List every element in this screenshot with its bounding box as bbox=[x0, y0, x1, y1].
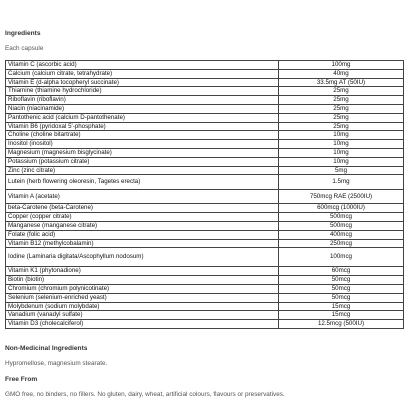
ingredient-amount: 40mg bbox=[279, 69, 404, 78]
ingredient-amount: 25mg bbox=[279, 87, 404, 96]
ingredient-name: beta-Carotene (beta-Carotene) bbox=[6, 204, 279, 213]
ingredient-row bbox=[6, 96, 404, 105]
ingredient-amount: 5mg bbox=[279, 166, 404, 175]
ingredient-amount: 400mcg bbox=[279, 230, 404, 239]
ingredient-row bbox=[6, 148, 404, 157]
ingredient-amount: 250mcg bbox=[279, 239, 404, 248]
ingredient-amount: 60mcg bbox=[279, 267, 404, 276]
ingredients-table bbox=[5, 60, 404, 329]
ingredient-amount: 25mg bbox=[279, 104, 404, 113]
ingredient-amount: 50mcg bbox=[279, 293, 404, 302]
ingredient-name: Vitamin C (ascorbic acid) bbox=[6, 61, 279, 70]
ingredient-name: Chromium (chromium polynicotinate) bbox=[6, 284, 279, 293]
ingredient-amount: 50mcg bbox=[279, 284, 404, 293]
ingredient-row bbox=[6, 204, 404, 213]
ingredient-name: Vitamin E (d-alpha tocopheryl succinate) bbox=[6, 78, 279, 87]
ingredient-name: Vitamin K1 (phytonadione) bbox=[6, 267, 279, 276]
ingredient-row bbox=[6, 267, 404, 276]
ingredient-name: Molybdenum (sodium molybdate) bbox=[6, 302, 279, 311]
ingredient-row bbox=[6, 69, 404, 78]
ingredient-amount: 600mcg (1000IU) bbox=[279, 204, 404, 213]
ingredient-name: Folate (folic acid) bbox=[6, 230, 279, 239]
ingredient-amount: 750mcg RAE (2500IU) bbox=[279, 189, 404, 204]
ingredient-name: Copper (copper citrate) bbox=[6, 213, 279, 222]
ingredient-amount: 500mcg bbox=[279, 213, 404, 222]
ingredient-name: Choline (choline bitartrate) bbox=[6, 131, 279, 140]
ingredient-name: Vanadium (vanadyl sulfate) bbox=[6, 311, 279, 320]
ingredients-subheading: Each capsule bbox=[5, 45, 44, 52]
ingredient-row bbox=[6, 320, 404, 329]
ingredient-name: Vitamin B6 (pyridoxal 5'-phosphate) bbox=[6, 122, 279, 131]
ingredient-name: Manganese (manganese citrate) bbox=[6, 221, 279, 230]
ingredient-amount: 25mg bbox=[279, 96, 404, 105]
ingredient-amount: 25mg bbox=[279, 113, 404, 122]
ingredient-row bbox=[6, 239, 404, 248]
ingredient-name: Lutein (herb flowering oleoresin, Tagetes erecta) bbox=[6, 175, 279, 190]
ingredient-amount: 500mcg bbox=[279, 221, 404, 230]
ingredient-row bbox=[6, 87, 404, 96]
ingredient-row bbox=[6, 302, 404, 311]
ingredient-row bbox=[6, 230, 404, 239]
ingredient-amount: 10mg bbox=[279, 148, 404, 157]
ingredients-table-body bbox=[6, 61, 404, 329]
ingredient-row bbox=[6, 61, 404, 70]
non-medicinal-text: Hypromellose, magnesium stearate. bbox=[5, 359, 108, 367]
ingredients-heading: Ingredients bbox=[5, 30, 41, 37]
ingredient-name: Vitamin B12 (methylcobalamin) bbox=[6, 239, 279, 248]
ingredient-row bbox=[6, 104, 404, 113]
ingredient-amount: 10mg bbox=[279, 131, 404, 140]
free-from-text: GMO free, no binders, no fillers. No gluten, dairy, wheat, artificial colours, flavours or preservatives. bbox=[5, 390, 285, 398]
ingredient-row bbox=[6, 166, 404, 175]
ingredient-row bbox=[6, 122, 404, 131]
ingredient-amount: 100mg bbox=[279, 61, 404, 70]
ingredient-name: Thiamine (thiamine hydrochloride) bbox=[6, 87, 279, 96]
ingredient-amount: 15mcg bbox=[279, 311, 404, 320]
ingredient-name: Vitamin D3 (cholecalciferol) bbox=[6, 320, 279, 329]
ingredient-row bbox=[6, 284, 404, 293]
ingredient-name: Vitamin A (acetate) bbox=[6, 189, 279, 204]
product-ingredients-panel bbox=[5, 29, 410, 399]
ingredient-row bbox=[6, 189, 404, 204]
ingredient-amount: 50mcg bbox=[279, 276, 404, 285]
ingredient-row bbox=[6, 157, 404, 166]
ingredient-amount: 25mg bbox=[279, 122, 404, 131]
ingredient-row bbox=[6, 140, 404, 149]
ingredient-row bbox=[6, 131, 404, 140]
ingredient-row bbox=[6, 276, 404, 285]
ingredient-amount: 10mg bbox=[279, 140, 404, 149]
ingredient-name: Selenium (selenium-enriched yeast) bbox=[6, 293, 279, 302]
ingredient-amount: 1.5mg bbox=[279, 175, 404, 190]
ingredient-name: Riboflavin (riboflavin) bbox=[6, 96, 279, 105]
ingredient-row bbox=[6, 221, 404, 230]
ingredient-row bbox=[6, 78, 404, 87]
ingredient-amount: 15mcg bbox=[279, 302, 404, 311]
ingredient-row bbox=[6, 175, 404, 190]
ingredient-name: Biotin (biotin) bbox=[6, 276, 279, 285]
ingredient-name: Niacin (niacinamide) bbox=[6, 104, 279, 113]
ingredient-row bbox=[6, 293, 404, 302]
ingredient-row bbox=[6, 248, 404, 267]
ingredient-amount: 33.5mg AT (50IU) bbox=[279, 78, 404, 87]
ingredient-name: Magnesium (magnesium bisglycinate) bbox=[6, 148, 279, 157]
ingredient-name: Calcium (calcium citrate, tetrahydrate) bbox=[6, 69, 279, 78]
ingredient-name: Pantothenic acid (calcium D-pantothenate) bbox=[6, 113, 279, 122]
ingredient-name: Iodine (Laminaria digitata/Ascophyllum nodosum) bbox=[6, 248, 279, 267]
ingredient-amount: 100mcg bbox=[279, 248, 404, 267]
ingredient-name: Zinc (zinc citrate) bbox=[6, 166, 279, 175]
ingredient-name: Potassium (potassium citrate) bbox=[6, 157, 279, 166]
ingredient-amount: 12.5mcg (500IU) bbox=[279, 320, 404, 329]
free-from-heading: Free From bbox=[5, 375, 38, 383]
ingredient-amount: 10mg bbox=[279, 157, 404, 166]
non-medicinal-heading: Non-Medicinal Ingredients bbox=[5, 344, 88, 352]
ingredient-name: Inositol (inositol) bbox=[6, 140, 279, 149]
ingredient-row bbox=[6, 213, 404, 222]
ingredient-row bbox=[6, 311, 404, 320]
ingredient-row bbox=[6, 113, 404, 122]
